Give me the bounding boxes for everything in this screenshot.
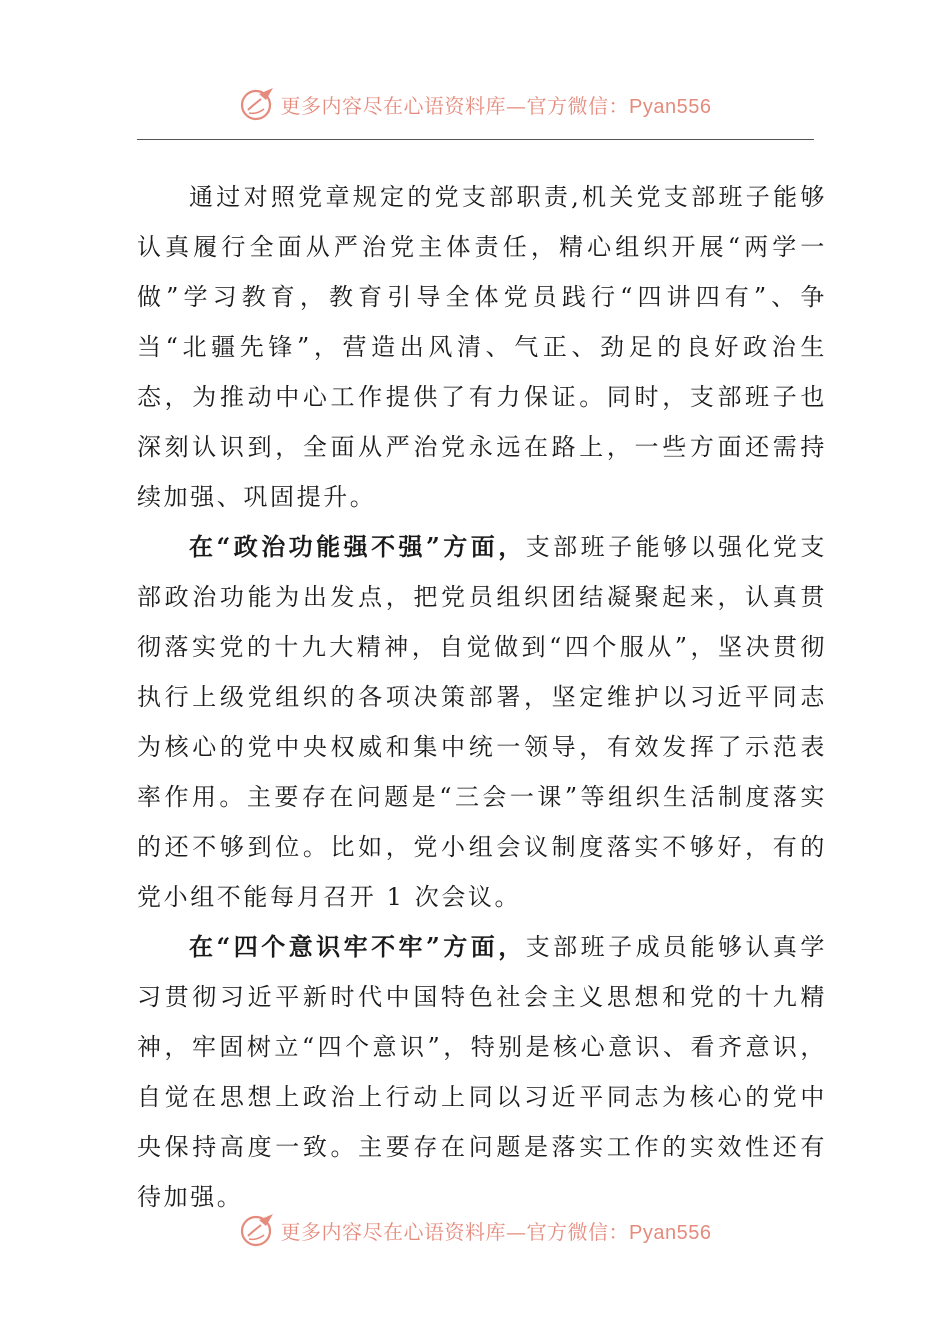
paragraph-intro: 通过对照党章规定的党支部职责,机关党支部班子能够认真履行全面从严治党主体责任，精心组织开展“两学一做”学习教育，教育引导全体党员践行“四讲四有”、争当“北疆先锋”，营造出风清、气正、劲足的良好政治生态，为推动中心工作提供了有力保证。同时，支部班子也深刻认识到，全面从严治党永远在路上，一些方面还需持续加强、巩固提升。 (137, 183, 827, 511)
paragraph-four-consciousness: 在“四个意识牢不牢”方面，支部班子成员能够认真学习贯彻习近平新时代中国特色社会主义思想和党的十九精神，牢固树立“四个意识”，特别是核心意识、看齐意识，自觉在思想上政治上行动上同以习近平同志为核心的党中央保持高度一致。主要存在问题是落实工作的实效性还有待加强。 (137, 932, 827, 1211)
paragraph-political-function: 在“政治功能强不强”方面，支部班子能够以强化党支部政治功能为出发点，把党员组织团结凝聚起来，认真贯彻落实党的十九大精神，自觉做到“四个服从”，坚决贯彻执行上级党组织的各项决策部署，坚定维护以习近平同志为核心的党中央权威和集中统一领导，有效发挥了示范表率作用。主要存在问题是“三会一课”等组织生活制度落实的还不够到位。比如，党小组会议制度落实不够好，有的党小组不能每月召开 1 次会议。 (137, 532, 827, 911)
paragraph-lead-heading: 在“政治功能强不强”方面， (189, 532, 526, 561)
pen-logo-icon (239, 1212, 277, 1248)
footer-watermark (0, 1210, 950, 1250)
paragraph-lead-heading: 在“四个意识牢不牢”方面， (189, 932, 526, 961)
watermark-text: 更多内容尽在心语资料库—官方微信：Pyan556 (280, 1219, 712, 1244)
document-body (137, 172, 827, 1222)
watermark-text: 更多内容尽在心语资料库—官方微信：Pyan556 (280, 93, 712, 118)
header-watermark (0, 84, 950, 124)
header-divider (137, 139, 814, 140)
pen-logo-icon (239, 86, 277, 122)
